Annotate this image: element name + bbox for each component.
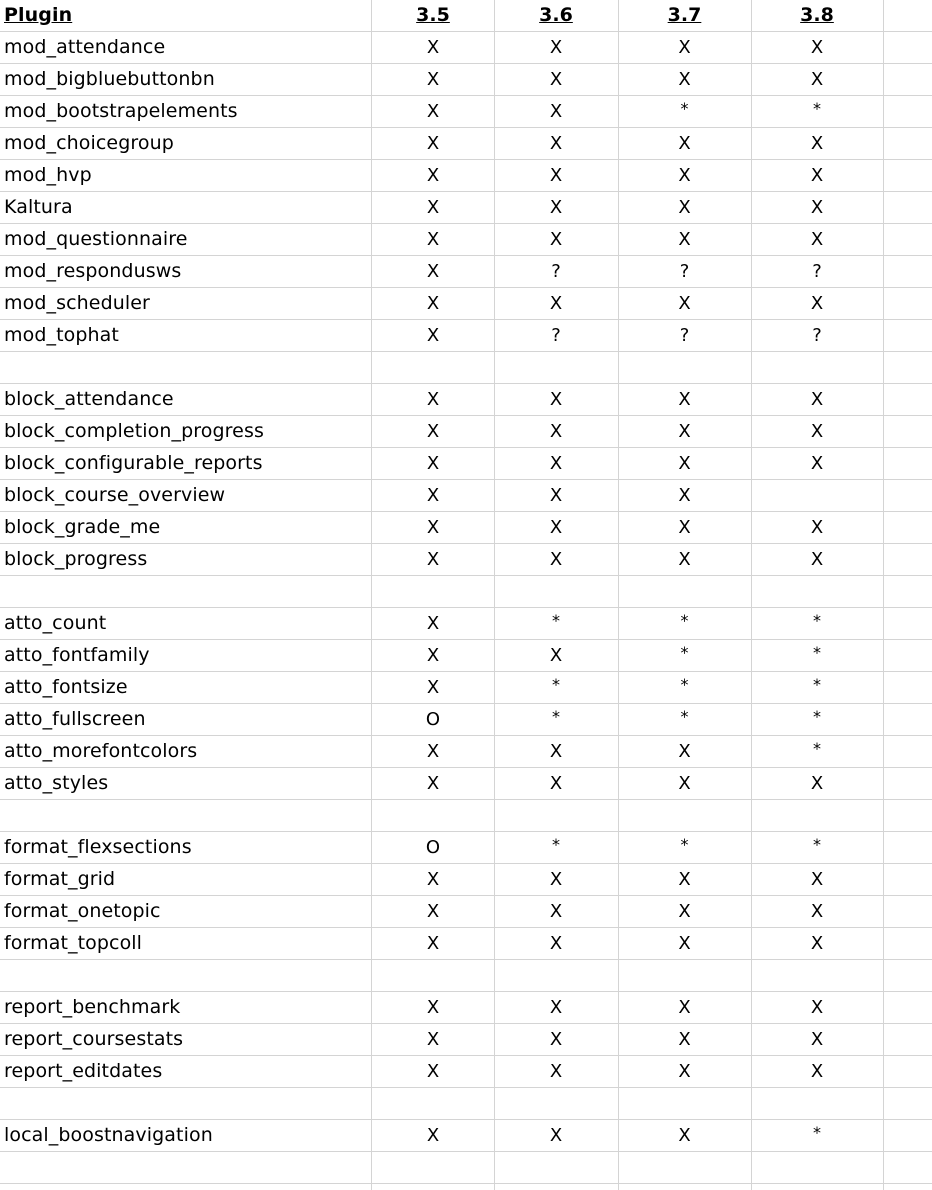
version-status-cell[interactable]: X	[810, 453, 824, 474]
header-version[interactable]: 3.5	[416, 4, 450, 26]
plugin-name-cell[interactable]: block_completion_progress	[4, 420, 264, 442]
version-status-cell[interactable]: X	[549, 197, 563, 218]
table-row	[0, 320, 932, 352]
version-status-cell[interactable]: X	[678, 165, 691, 186]
version-status-cell[interactable]: *	[813, 643, 821, 662]
version-status-cell[interactable]: X	[549, 389, 563, 410]
plugin-name-cell[interactable]: report_editdates	[4, 1060, 163, 1082]
version-status-cell[interactable]: X	[810, 869, 824, 890]
version-status-cell[interactable]: X	[549, 165, 563, 186]
version-status-cell[interactable]: *	[552, 707, 560, 726]
version-status-cell[interactable]	[619, 1152, 750, 1183]
version-status-cell[interactable]: ?	[551, 261, 561, 282]
empty-row	[0, 1088, 932, 1120]
plugin-name-cell[interactable]: block_configurable_reports	[4, 452, 263, 474]
version-status-cell[interactable]: *	[813, 707, 821, 726]
version-status-cell[interactable]: X	[549, 997, 563, 1018]
version-status-cell[interactable]	[752, 1152, 882, 1183]
table-row	[0, 608, 932, 640]
plugin-name-cell[interactable]: report_benchmark	[4, 996, 181, 1018]
version-status-cell[interactable]: X	[426, 229, 440, 250]
version-status-cell[interactable]: X	[678, 293, 691, 314]
plugin-name-cell[interactable]	[4, 1088, 370, 1119]
version-status-cell[interactable]	[495, 1152, 617, 1183]
plugin-name-cell[interactable]: block_grade_me	[4, 516, 161, 538]
version-status-cell[interactable]	[495, 352, 617, 383]
version-status-cell[interactable]: X	[549, 1029, 563, 1050]
version-status-cell[interactable]: X	[810, 517, 824, 538]
version-status-cell[interactable]	[752, 960, 882, 991]
version-status-cell[interactable]: X	[549, 517, 563, 538]
empty-row	[0, 576, 932, 608]
version-status-cell[interactable]: X	[549, 773, 563, 794]
table-row	[0, 640, 932, 672]
plugin-name-cell[interactable]: atto_count	[4, 612, 107, 634]
version-status-cell[interactable]: X	[678, 37, 691, 58]
table-row	[0, 1120, 932, 1152]
plugin-name-cell[interactable]: mod_attendance	[4, 36, 166, 58]
table-row	[0, 1024, 932, 1056]
plugin-name-cell[interactable]: report_coursestats	[4, 1028, 184, 1050]
version-status-cell[interactable]	[752, 352, 882, 383]
version-status-cell[interactable]	[619, 1088, 750, 1119]
version-status-cell[interactable]: X	[678, 773, 691, 794]
plugin-name-cell[interactable]: mod_choicegroup	[4, 132, 174, 154]
version-status-cell[interactable]: X	[678, 389, 691, 410]
plugin-name-cell[interactable]: atto_morefontcolors	[4, 740, 198, 762]
version-status-cell[interactable]: X	[426, 69, 440, 90]
version-status-cell[interactable]: X	[549, 453, 563, 474]
version-status-cell[interactable]	[619, 576, 750, 607]
version-status-cell[interactable]	[619, 352, 750, 383]
header-plugin[interactable]: Plugin	[4, 4, 73, 26]
version-status-cell[interactable]: X	[810, 389, 824, 410]
version-status-cell[interactable]: X	[678, 485, 691, 506]
version-status-cell[interactable]: *	[552, 611, 560, 630]
version-status-cell[interactable]: X	[426, 901, 440, 922]
version-status-cell[interactable]	[752, 480, 882, 511]
version-status-cell[interactable]	[495, 1088, 617, 1119]
version-status-cell[interactable]: *	[552, 835, 560, 854]
version-status-cell[interactable]: X	[426, 933, 440, 954]
table-row	[0, 384, 932, 416]
plugin-name-cell[interactable]: atto_fullscreen	[4, 708, 146, 730]
version-status-cell[interactable]: X	[810, 229, 824, 250]
table-row	[0, 128, 932, 160]
table-row	[0, 96, 932, 128]
plugin-name-cell[interactable]: format_topcoll	[4, 932, 143, 954]
version-status-cell[interactable]	[752, 576, 882, 607]
version-status-cell[interactable]: *	[680, 643, 689, 662]
version-status-cell[interactable]: X	[810, 933, 824, 954]
header-row	[0, 0, 932, 32]
version-status-cell[interactable]: X	[426, 197, 440, 218]
version-status-cell[interactable]: X	[810, 549, 824, 570]
table-row	[0, 192, 932, 224]
version-status-cell[interactable]: ?	[679, 261, 690, 282]
plugin-name-cell[interactable]: local_boostnavigation	[4, 1124, 213, 1146]
version-status-cell[interactable]: X	[678, 421, 691, 442]
version-status-cell[interactable]	[495, 576, 617, 607]
version-status-cell[interactable]	[373, 1152, 493, 1183]
version-status-cell[interactable]: X	[426, 293, 440, 314]
version-status-cell[interactable]: X	[426, 517, 440, 538]
table-row	[0, 832, 932, 864]
version-status-cell[interactable]: X	[810, 197, 824, 218]
table-row	[0, 896, 932, 928]
version-status-cell[interactable]: X	[678, 69, 691, 90]
version-status-cell[interactable]: X	[426, 389, 440, 410]
version-status-cell[interactable]	[752, 800, 882, 831]
version-status-cell[interactable]: X	[678, 549, 691, 570]
version-status-cell[interactable]: X	[426, 133, 440, 154]
version-status-cell[interactable]: X	[678, 901, 691, 922]
version-status-cell[interactable]: X	[426, 773, 440, 794]
version-status-cell[interactable]: X	[678, 1061, 691, 1082]
version-status-cell[interactable]: X	[426, 677, 440, 698]
empty-row	[0, 960, 932, 992]
version-status-cell[interactable]: X	[426, 549, 440, 570]
plugin-name-cell[interactable]: atto_styles	[4, 772, 109, 794]
version-status-cell[interactable]: ?	[812, 261, 822, 282]
version-status-cell[interactable]: X	[426, 485, 440, 506]
table-row	[0, 160, 932, 192]
table-row	[0, 704, 932, 736]
version-status-cell[interactable]	[752, 1088, 882, 1119]
version-status-cell[interactable]: X	[678, 997, 691, 1018]
table-row	[0, 480, 932, 512]
version-status-cell[interactable]: X	[810, 997, 824, 1018]
plugin-name-cell[interactable]	[4, 800, 370, 831]
plugin-name-cell[interactable]: Kaltura	[4, 196, 73, 218]
table-row	[0, 864, 932, 896]
version-status-cell[interactable]: X	[549, 901, 563, 922]
version-status-cell[interactable]: *	[813, 611, 821, 630]
version-status-cell[interactable]: X	[426, 421, 440, 442]
header-version[interactable]: 3.7	[667, 4, 702, 26]
version-status-cell[interactable]	[619, 960, 750, 991]
version-status-cell[interactable]: X	[549, 485, 563, 506]
version-status-cell[interactable]: *	[680, 835, 689, 854]
plugin-name-cell[interactable]: mod_respondusws	[4, 260, 182, 282]
plugin-name-cell[interactable]: mod_hvp	[4, 164, 92, 186]
version-status-cell[interactable]: X	[810, 133, 824, 154]
version-status-cell[interactable]	[373, 576, 493, 607]
plugin-name-cell[interactable]: mod_tophat	[4, 324, 119, 346]
version-status-cell[interactable]: X	[549, 1061, 563, 1082]
table-row	[0, 768, 932, 800]
table-row	[0, 1056, 932, 1088]
version-status-cell[interactable]: *	[813, 1123, 821, 1142]
plugin-name-cell[interactable]: format_onetopic	[4, 900, 161, 922]
version-status-cell[interactable]: X	[810, 37, 824, 58]
version-status-cell[interactable]: X	[810, 421, 824, 442]
plugin-name-cell[interactable]	[4, 960, 370, 991]
version-status-cell[interactable]	[619, 800, 750, 831]
version-status-cell[interactable]: *	[552, 675, 560, 694]
version-status-cell[interactable]: ?	[551, 325, 561, 346]
version-status-cell[interactable]: X	[810, 293, 824, 314]
version-status-cell[interactable]: X	[678, 453, 691, 474]
version-status-cell[interactable]: X	[678, 933, 691, 954]
version-status-cell[interactable]: O	[425, 837, 441, 858]
version-status-cell[interactable]: *	[813, 739, 821, 758]
version-status-cell[interactable]	[373, 800, 493, 831]
plugin-name-cell[interactable]: block_progress	[4, 548, 148, 570]
plugin-name-cell[interactable]: format_grid	[4, 868, 116, 890]
header-version[interactable]: 3.8	[800, 4, 834, 26]
version-status-cell[interactable]: X	[549, 549, 563, 570]
table-row	[0, 448, 932, 480]
plugin-name-cell[interactable]: mod_bootstrapelements	[4, 100, 238, 122]
version-status-cell[interactable]: X	[426, 37, 440, 58]
version-status-cell[interactable]: *	[680, 707, 689, 726]
version-status-cell[interactable]: ?	[812, 325, 822, 346]
version-status-cell[interactable]: X	[678, 229, 691, 250]
version-status-cell[interactable]: X	[549, 869, 563, 890]
version-status-cell[interactable]: *	[680, 611, 689, 630]
version-status-cell[interactable]: X	[549, 229, 563, 250]
version-status-cell[interactable]: X	[810, 69, 824, 90]
plugin-name-cell[interactable]: format_flexsections	[4, 836, 192, 858]
version-status-cell[interactable]: X	[426, 741, 440, 762]
version-status-cell[interactable]: *	[813, 99, 821, 118]
version-status-cell[interactable]: X	[678, 741, 691, 762]
version-status-cell[interactable]: X	[810, 1061, 824, 1082]
version-status-cell[interactable]: X	[426, 453, 440, 474]
version-status-cell[interactable]: X	[426, 997, 440, 1018]
table-row	[0, 512, 932, 544]
empty-row	[0, 352, 932, 384]
version-status-cell[interactable]: *	[680, 99, 689, 118]
version-status-cell[interactable]: X	[426, 101, 440, 122]
table-row	[0, 736, 932, 768]
version-status-cell[interactable]: X	[678, 1125, 691, 1146]
version-status-cell[interactable]: *	[813, 675, 821, 694]
plugin-name-cell[interactable]: block_course_overview	[4, 484, 226, 506]
table-row	[0, 288, 932, 320]
version-status-cell[interactable]: X	[426, 645, 440, 666]
plugin-name-cell[interactable]: atto_fontsize	[4, 676, 128, 698]
version-status-cell[interactable]	[373, 352, 493, 383]
version-status-cell[interactable]: X	[549, 421, 563, 442]
version-status-cell[interactable]	[495, 800, 617, 831]
table-row	[0, 416, 932, 448]
version-status-cell[interactable]: *	[680, 675, 689, 694]
version-status-cell[interactable]: X	[426, 325, 440, 346]
empty-row	[0, 1152, 932, 1184]
table-row	[0, 672, 932, 704]
version-status-cell[interactable]: X	[549, 37, 563, 58]
version-status-cell[interactable]: *	[813, 835, 821, 854]
version-status-cell[interactable]: X	[426, 869, 440, 890]
version-status-cell[interactable]: X	[810, 901, 824, 922]
version-status-cell[interactable]: X	[810, 773, 824, 794]
table-row	[0, 928, 932, 960]
version-status-cell[interactable]: X	[678, 517, 691, 538]
version-status-cell[interactable]: X	[549, 933, 563, 954]
version-status-cell[interactable]	[373, 1088, 493, 1119]
version-status-cell[interactable]: X	[549, 645, 563, 666]
version-status-cell[interactable]: X	[549, 133, 563, 154]
version-status-cell[interactable]: X	[678, 869, 691, 890]
version-status-cell[interactable]: X	[549, 101, 563, 122]
version-status-cell[interactable]: X	[549, 293, 563, 314]
version-status-cell[interactable]: X	[426, 165, 440, 186]
plugin-name-cell[interactable]	[4, 352, 370, 383]
version-status-cell[interactable]: X	[678, 197, 691, 218]
version-status-cell[interactable]: X	[426, 1125, 440, 1146]
table-row	[0, 224, 932, 256]
plugin-name-cell[interactable]: mod_scheduler	[4, 292, 150, 314]
version-status-cell[interactable]: ?	[679, 325, 690, 346]
table-row	[0, 64, 932, 96]
version-status-cell[interactable]	[373, 960, 493, 991]
version-status-cell[interactable]: X	[810, 1029, 824, 1050]
header-version[interactable]: 3.6	[539, 4, 573, 26]
table-row	[0, 544, 932, 576]
version-status-cell[interactable]: X	[678, 133, 691, 154]
plugin-name-cell[interactable]	[4, 576, 370, 607]
empty-row	[0, 800, 932, 832]
table-row	[0, 992, 932, 1024]
table-row	[0, 256, 932, 288]
table-row	[0, 32, 932, 64]
version-status-cell[interactable]: X	[426, 261, 440, 282]
version-status-cell[interactable]: X	[549, 69, 563, 90]
version-status-cell[interactable]: X	[810, 165, 824, 186]
version-status-cell[interactable]: X	[678, 1029, 691, 1050]
plugin-name-cell[interactable]: mod_questionnaire	[4, 228, 188, 250]
version-status-cell[interactable]	[495, 960, 617, 991]
plugin-name-cell[interactable]: mod_bigbluebuttonbn	[4, 68, 215, 90]
version-status-cell[interactable]: X	[426, 1029, 440, 1050]
version-status-cell[interactable]: X	[426, 1061, 440, 1082]
version-status-cell[interactable]: O	[425, 709, 441, 730]
version-status-cell[interactable]: X	[549, 1125, 563, 1146]
plugin-name-cell[interactable]	[4, 1152, 370, 1183]
plugin-name-cell[interactable]: atto_fontfamily	[4, 644, 150, 666]
version-status-cell[interactable]: X	[426, 613, 440, 634]
plugin-name-cell[interactable]: block_attendance	[4, 388, 174, 410]
version-status-cell[interactable]: X	[549, 741, 563, 762]
